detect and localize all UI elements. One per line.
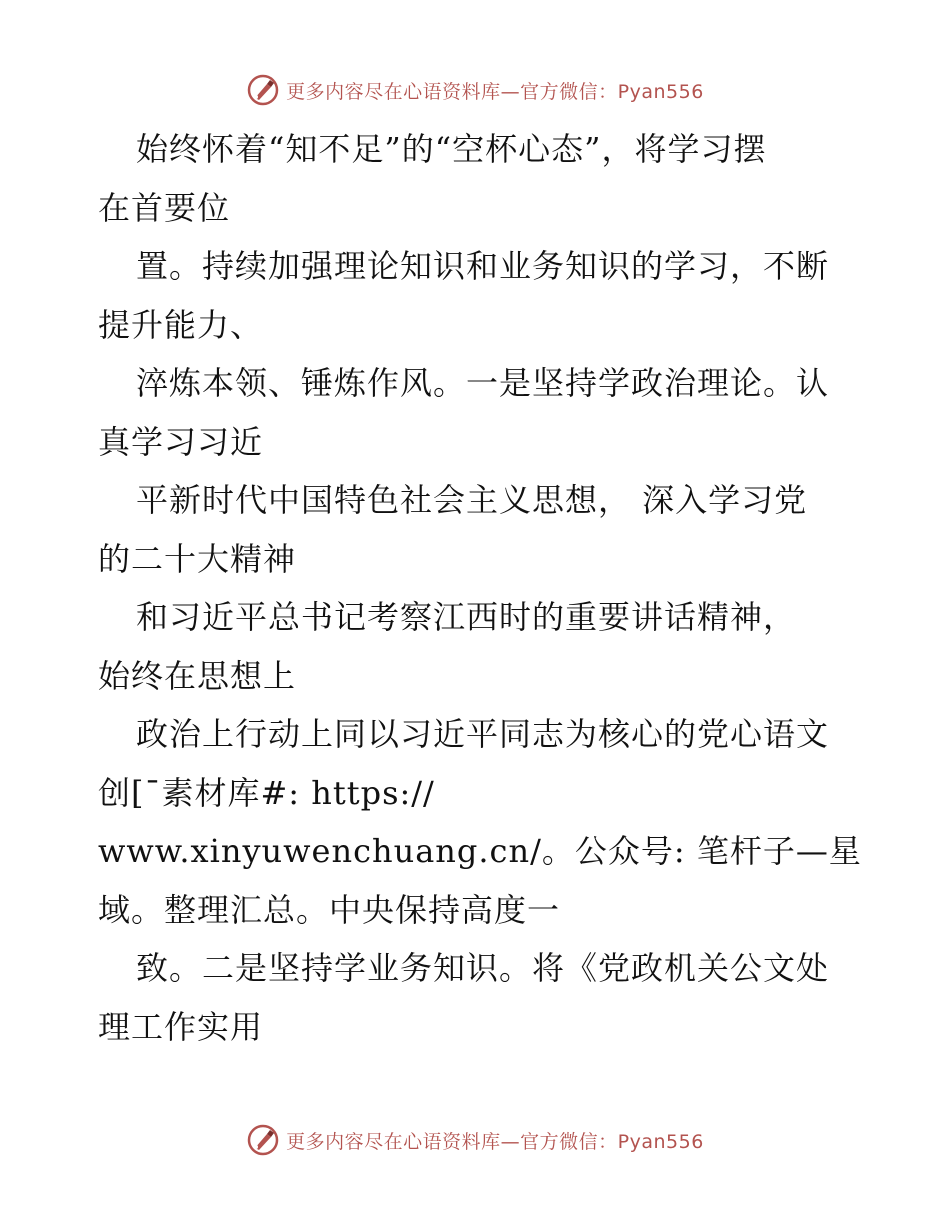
text-line: 政治上行动上同以习近平同志为核心的党心语文 [136,715,830,753]
text-line: 始终在思想上 [98,656,297,695]
text-line: www.xinyuwenchuang.cn/。公众号: 笔杆子—星 [98,832,862,870]
text-line: 创[¯素材库#: https:// [98,773,435,812]
text-line: 提升能力、 [98,305,264,344]
text-line: 在首要位 [98,188,231,227]
text-line: 始终怀着“知不足”的“空杯心态”，将学习摆 [136,130,767,168]
text-line: 淬炼本领、锤炼作风。一是坚持学政治理论。认 [136,364,830,402]
text-line: 致。二是坚持学业务知识。将《党政机关公文处 [136,949,830,987]
text-line: 置。持续加强理论知识和业务知识的学习，不断 [136,247,830,285]
footer-banner-text: 更多内容尽在心语资料库—官方微信：Pyan556 [286,1130,704,1153]
text-line: 域。整理汇总。中央保持高度一 [98,890,561,929]
pen-logo-icon [246,73,280,107]
pen-logo-icon [246,1123,280,1157]
text-line: 真学习习近 [98,422,264,461]
footer-banner [0,1118,950,1162]
document-body [98,120,862,1056]
header-banner-text: 更多内容尽在心语资料库—官方微信：Pyan556 [286,80,704,103]
text-line: 的二十大精神 [98,539,297,578]
text-line: 和习近平总书记考察江西时的重要讲话精神， [136,598,797,636]
text-line: 理工作实用 [98,1007,264,1046]
text-line: 平新时代中国特色社会主义思想， 深入学习党 [136,481,808,519]
header-banner [0,68,950,112]
